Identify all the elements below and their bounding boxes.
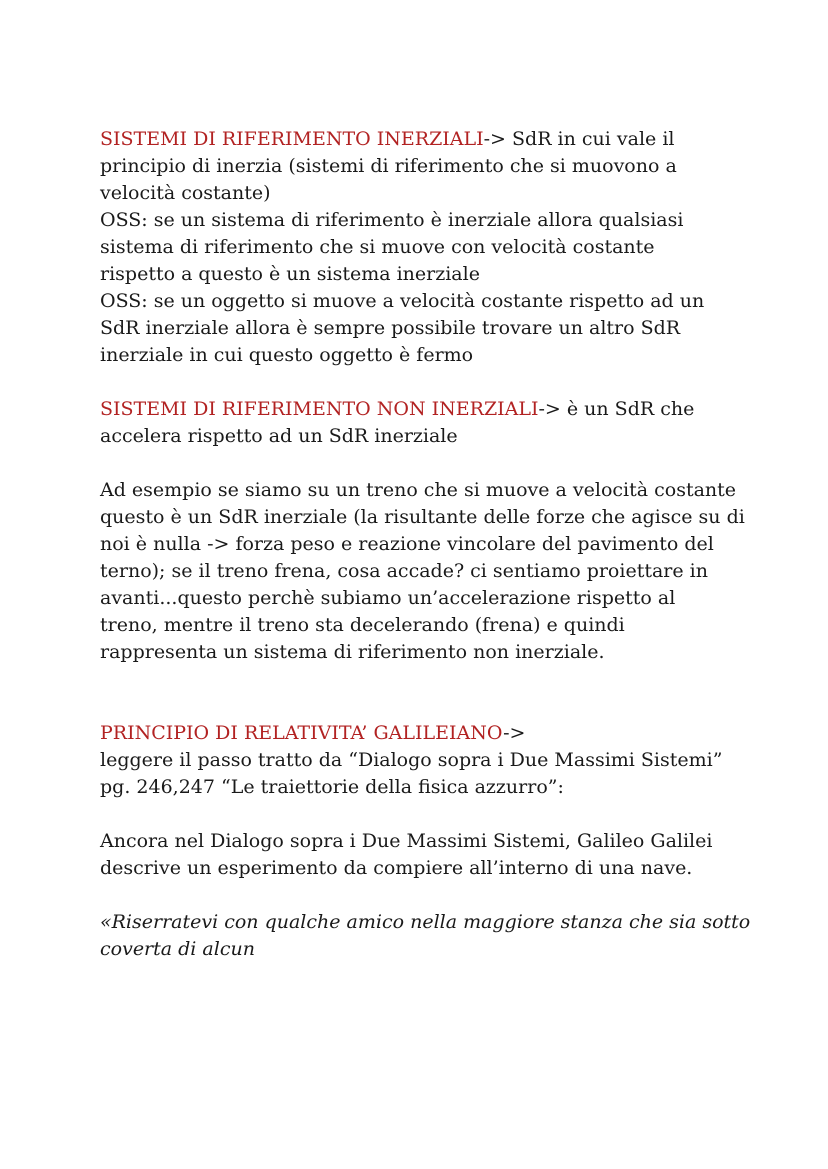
heading-arrow-text: -> SdR in cui vale il [483,128,675,150]
text-line: velocità costante) [100,182,271,204]
section-galilean-relativity [100,720,768,801]
section-train-example [100,477,768,666]
text-line: avanti...questo perchè subiamo un’accelerazione rispetto al [100,587,676,609]
spacer [100,666,768,720]
text-line: rappresenta un sistema di riferimento non inerziale. [100,641,605,663]
text-line: leggere il passo tratto da “Dialogo sopra i Due Massimi Sistemi” [100,749,723,771]
quote-line: «Riserratevi con qualche amico nella maggiore stanza che sia sotto [100,911,751,933]
text-line: sistema di riferimento che si muove con velocità costante [100,236,655,258]
quote-line: coverta di alcun [100,938,255,960]
section-quote [100,909,768,963]
heading-non-inertial-frames: SISTEMI DI RIFERIMENTO NON INERZIALI [100,398,539,420]
spacer [100,801,768,828]
text-line: treno, mentre il treno sta decelerando (frena) e quindi [100,614,625,636]
heading-galilean-relativity: PRINCIPIO DI RELATIVITA’ GALILEIANO [100,722,504,744]
text-line: Ad esempio se siamo su un treno che si muove a velocità costante [100,479,737,501]
text-line: inerziale in cui questo oggetto è fermo [100,344,474,366]
spacer [100,369,768,396]
spacer [100,882,768,909]
text-line: terno); se il treno frena, cosa accade? ci sentiamo proiettare in [100,560,708,582]
text-line: descrive un esperimento da compiere all’interno di una nave. [100,857,693,879]
section-heading-line [100,720,768,747]
section-non-inertial-frames [100,396,768,450]
section-dialogue-experiment [100,828,768,882]
heading-inertial-frames: SISTEMI DI RIFERIMENTO INERZIALI [100,128,484,150]
text-line: OSS: se un oggetto si muove a velocità costante rispetto ad un [100,290,705,312]
text-line: principio di inerzia (sistemi di riferimento che si muovono a [100,155,677,177]
text-line: pg. 246,247 “Le traiettorie della fisica azzurro”: [100,776,564,798]
text-line: accelera rispetto ad un SdR inerziale [100,425,458,447]
section-inertial-frames [100,126,768,369]
text-line: questo è un SdR inerziale (la risultante delle forze che agisce su di [100,506,745,528]
section-heading-line [100,126,768,153]
text-line: Ancora nel Dialogo sopra i Due Massimi Sistemi, Galileo Galilei [100,830,713,852]
text-line: SdR inerziale allora è sempre possibile trovare un altro SdR [100,317,681,339]
text-line: OSS: se un sistema di riferimento è inerziale allora qualsiasi [100,209,684,231]
text-line: rispetto a questo è un sistema inerziale [100,263,480,285]
heading-arrow-text: -> è un SdR che [538,398,695,420]
text-line: noi è nulla -> forza peso e reazione vincolare del pavimento del [100,533,714,555]
heading-arrow-text: -> [503,722,526,744]
section-heading-line [100,396,768,423]
spacer [100,450,768,477]
